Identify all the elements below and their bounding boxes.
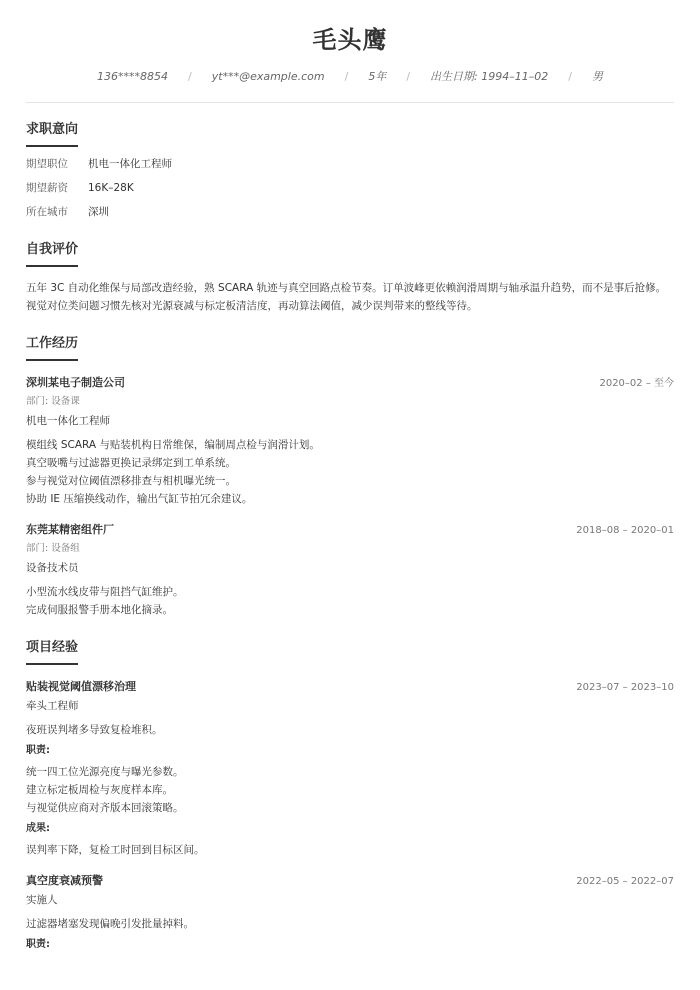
section-self-evaluation <box>26 241 674 315</box>
self-line: 视觉对位类问题习惯先核对光源衰减与标定板清洁度，再动算法阈值，减少误判带来的整线等待。 <box>26 300 478 312</box>
email: yt***@example.com <box>211 70 325 83</box>
duty-line: 与视觉供应商对齐版本回滚策略。 <box>26 802 184 814</box>
birth-date: 出生日期: 1994–11–02 <box>430 70 549 83</box>
separator: / <box>568 70 572 83</box>
project-role: 牵头工程师 <box>26 700 79 712</box>
intent-value: 机电一体化工程师 <box>88 158 172 170</box>
company-name: 东莞某精密组件厂 <box>26 523 114 536</box>
section-title: 自我评价 <box>26 242 79 257</box>
separator: / <box>406 70 411 83</box>
company-name: 深圳某电子制造公司 <box>26 376 125 389</box>
work-line: 参与视觉对位阈值漂移排查与相机曝光统一。 <box>26 475 236 487</box>
intent-label: 所在城市 <box>26 206 68 218</box>
resume-name: 毛头鹰 <box>312 26 388 54</box>
separator: / <box>188 70 192 83</box>
work-line: 小型流水线皮带与阻挡气缸维护。 <box>26 586 184 598</box>
result-label: 成果: <box>26 823 50 834</box>
entry-date: 2023–07 – 2023–10 <box>576 682 674 693</box>
entry-date: 2022–05 – 2022–07 <box>576 876 674 887</box>
work-line: 完成伺服报警手册本地化摘录。 <box>26 604 173 616</box>
work-entry <box>26 522 674 619</box>
project-role: 实施人 <box>26 894 58 906</box>
intent-row-salary <box>26 181 674 195</box>
section-title: 项目经验 <box>26 640 79 655</box>
section-intent <box>26 121 674 219</box>
section-underline <box>26 663 78 665</box>
intent-value: 深圳 <box>88 206 109 218</box>
result-line: 误判率下降，复检工时回到目标区间。 <box>26 844 205 856</box>
work-line: 模组线 SCARA 与贴装机构日常维保，编制周点检与润滑计划。 <box>26 439 320 451</box>
project-name: 真空度衰减预警 <box>26 874 103 887</box>
phone: 136****8854 <box>97 70 169 83</box>
project-description: 过滤器堵塞发现偏晚引发批量掉料。 <box>26 918 194 930</box>
department: 部门: 设备课 <box>26 396 80 407</box>
section-title: 求职意向 <box>26 122 79 137</box>
section-projects <box>26 639 674 953</box>
project-name: 贴装视觉阈值漂移治理 <box>26 680 136 693</box>
section-underline <box>26 145 78 147</box>
section-work <box>26 335 674 619</box>
intent-row-position <box>26 157 674 171</box>
department: 部门: 设备组 <box>26 543 80 554</box>
gender: 男 <box>591 70 603 83</box>
work-line: 真空吸嘴与过滤器更换记录绑定到工单系统。 <box>26 457 236 469</box>
section-title: 工作经历 <box>26 336 79 351</box>
work-entry <box>26 375 674 508</box>
project-entry <box>26 873 674 953</box>
duty-label: 职责: <box>26 745 50 756</box>
section-underline <box>26 265 78 267</box>
work-line: 协助 IE 压缩换线动作，输出气缸节拍冗余建议。 <box>26 493 253 505</box>
duty-label: 职责: <box>26 939 50 950</box>
entry-date: 2020–02 – 至今 <box>599 378 674 389</box>
project-entry <box>26 679 674 859</box>
header-divider <box>26 102 674 103</box>
intent-value: 16K–28K <box>88 182 134 194</box>
duty-line: 建立标定板周检与灰度样本库。 <box>26 784 173 796</box>
intent-label: 期望职位 <box>26 158 68 170</box>
self-line: 五年 3C 自动化维保与局部改造经验，熟 SCARA 轨迹与真空回路点检节奏。订单波峰更依赖润滑周期与轴承温升趋势，而不是事后抢修。 <box>26 282 667 294</box>
intent-row-city <box>26 205 674 219</box>
section-underline <box>26 359 78 361</box>
experience-years: 5年 <box>368 70 387 83</box>
separator: / <box>344 70 349 83</box>
contact-bar <box>26 70 674 84</box>
job-role: 设备技术员 <box>26 562 79 574</box>
project-description: 夜班误判堵多导致复检堆积。 <box>26 724 163 736</box>
job-role: 机电一体化工程师 <box>26 415 110 427</box>
self-evaluation-text <box>26 279 674 315</box>
duty-line: 统一四工位光源亮度与曝光参数。 <box>26 766 184 778</box>
entry-date: 2018–08 – 2020–01 <box>576 525 674 536</box>
intent-label: 期望薪资 <box>26 182 68 194</box>
